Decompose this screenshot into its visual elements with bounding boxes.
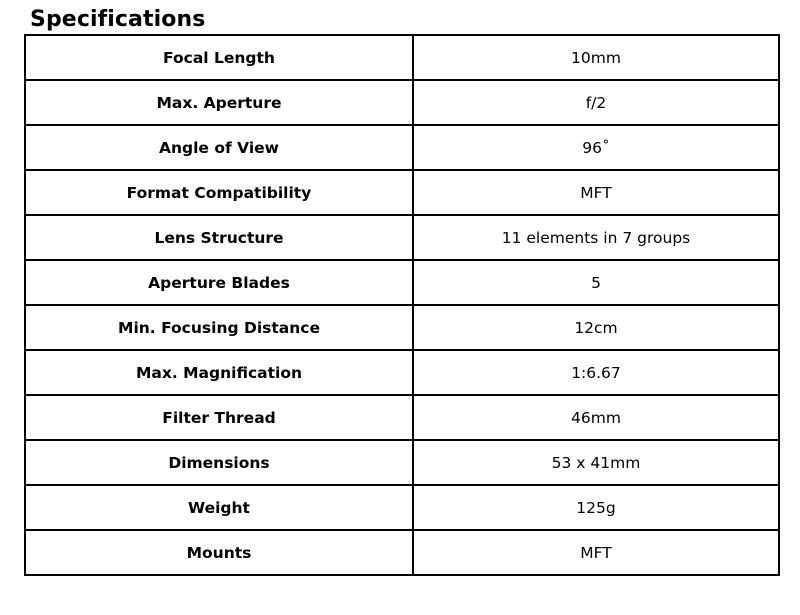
spec-value: 11 elements in 7 groups [413, 215, 779, 260]
spec-value: 1:6.67 [413, 350, 779, 395]
table-row [25, 170, 779, 215]
table-row [25, 530, 779, 575]
specifications-table [24, 34, 780, 576]
table-row [25, 485, 779, 530]
spec-label: Min. Focusing Distance [25, 305, 413, 350]
spec-label: Format Compatibility [25, 170, 413, 215]
table-row [25, 350, 779, 395]
spec-value: MFT [413, 170, 779, 215]
spec-value: 125g [413, 485, 779, 530]
spec-label: Max. Aperture [25, 80, 413, 125]
table-row [25, 440, 779, 485]
table-row [25, 305, 779, 350]
page-title: Specifications [30, 7, 206, 32]
spec-label: Mounts [25, 530, 413, 575]
spec-label: Angle of View [25, 125, 413, 170]
table-row [25, 395, 779, 440]
table-row [25, 80, 779, 125]
table-row [25, 260, 779, 305]
spec-value: 46mm [413, 395, 779, 440]
spec-label: Focal Length [25, 35, 413, 80]
spec-label: Weight [25, 485, 413, 530]
spec-value: MFT [413, 530, 779, 575]
spec-label: Max. Magnification [25, 350, 413, 395]
spec-value: 96˚ [413, 125, 779, 170]
spec-value: 10mm [413, 35, 779, 80]
spec-value: 12cm [413, 305, 779, 350]
spec-value: 5 [413, 260, 779, 305]
table-row [25, 35, 779, 80]
table-row [25, 125, 779, 170]
spec-label: Lens Structure [25, 215, 413, 260]
table-row [25, 215, 779, 260]
spec-label: Filter Thread [25, 395, 413, 440]
spec-value: 53 x 41mm [413, 440, 779, 485]
spec-label: Aperture Blades [25, 260, 413, 305]
spec-value: f/2 [413, 80, 779, 125]
spec-label: Dimensions [25, 440, 413, 485]
